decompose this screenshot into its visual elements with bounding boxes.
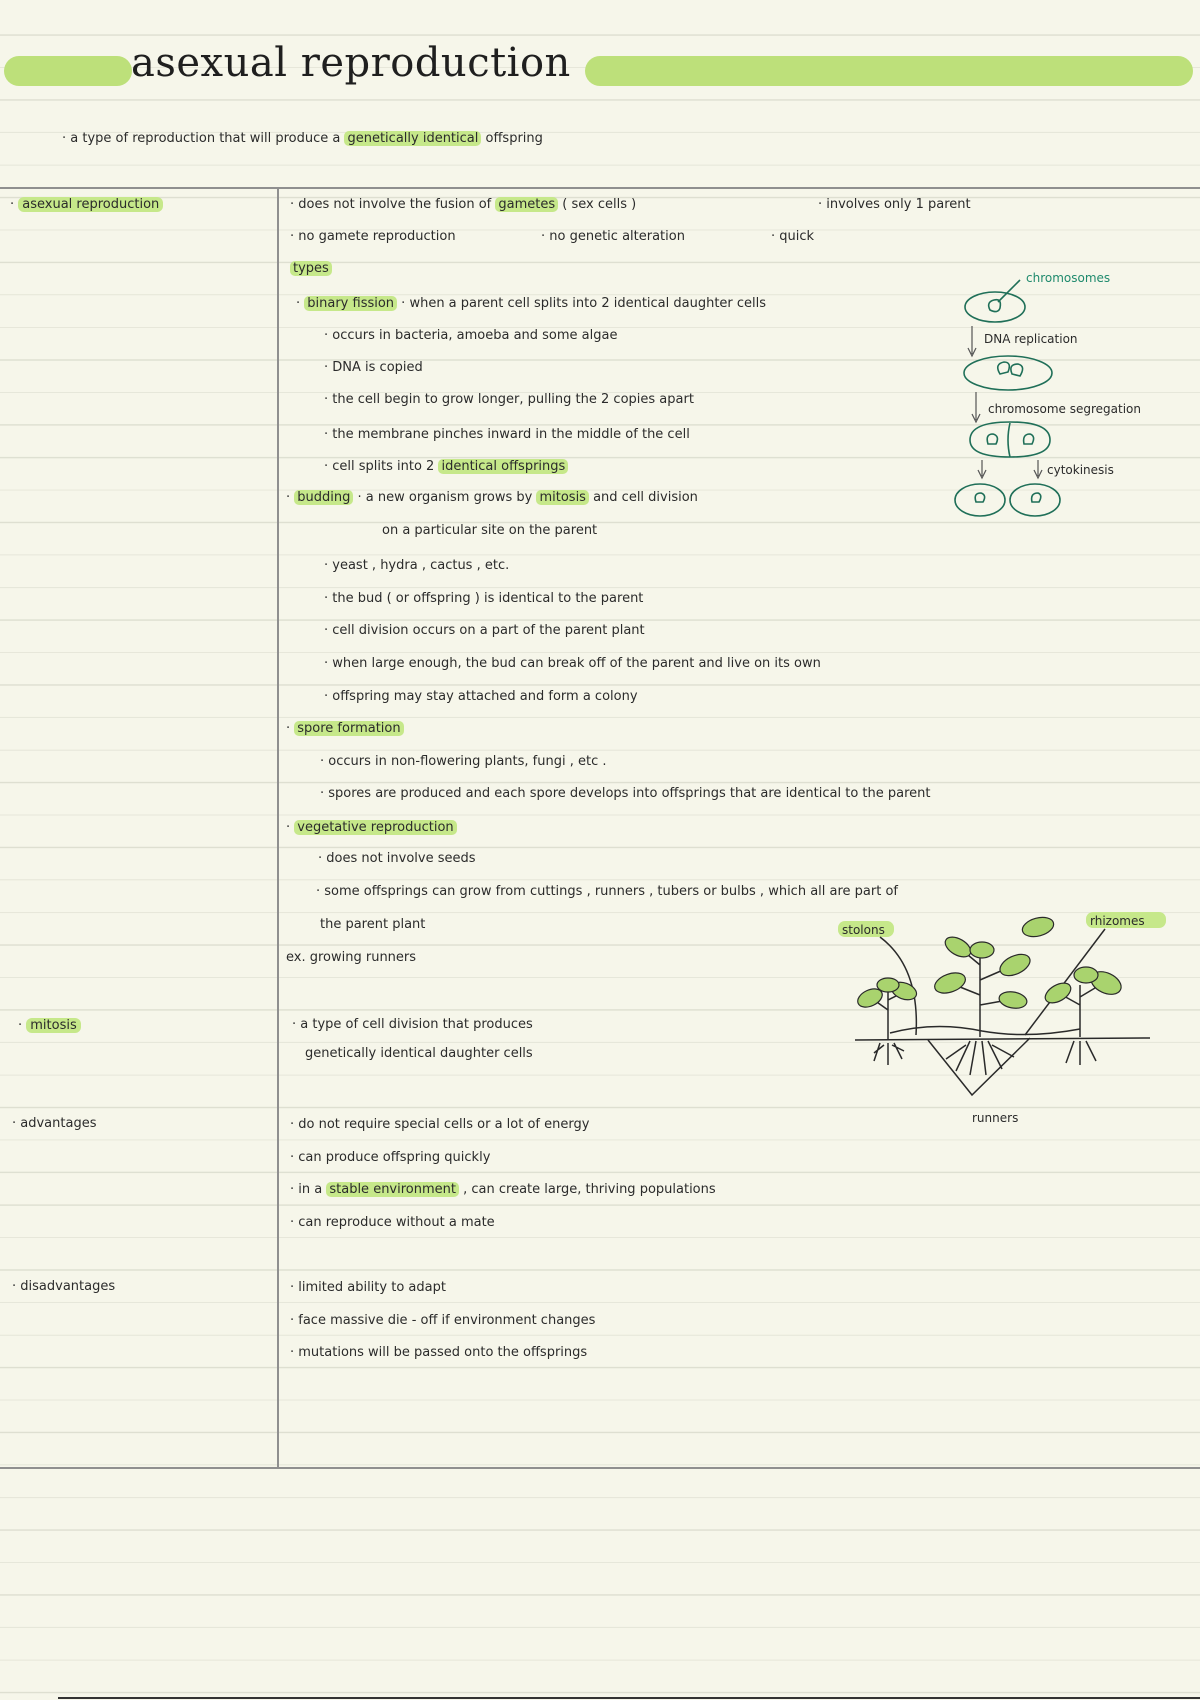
cytokinesis-label: cytokinesis [1047,463,1114,477]
chromosomes-label: chromosomes [1026,271,1111,285]
advantage-2: · can produce offspring quickly [290,1150,491,1165]
spore-point-2: · spores are produced and each spore develops into offsprings that are identical to the parent [320,786,931,801]
parent-cell-icon [965,292,1025,322]
binary-fission-heading: · binary fission · when a parent cell splits into 2 identical daughter cells [296,296,767,311]
advantage-3: · in a stable environment , can create large, thriving populations [290,1182,716,1197]
ground-line [855,1038,1150,1040]
binary-point-3: · the cell begin to grow longer, pulling the 2 copies apart [324,392,694,407]
budding-point-2: · the bud ( or offspring ) is identical to the parent [324,591,644,606]
vegetative-example: ex. growing runners [286,950,417,965]
intro-text-after: offspring [481,131,543,146]
runners-pointer [928,1038,1030,1095]
label-asexual-reproduction: · asexual reproduction [10,197,163,213]
leaf-icon [877,978,899,992]
intro-line [62,131,543,147]
daughter-cell-right-icon [1010,484,1060,516]
vegetative-point-1: · does not involve seeds [318,851,476,866]
mitosis-line-1: · a type of cell division that produces [292,1017,533,1032]
rhizomes-label: rhizomes [1090,914,1145,928]
leaf-icon [997,950,1034,980]
arrow-dna-replication-icon [968,326,976,356]
disadvantage-1: · limited ability to adapt [290,1280,446,1295]
advantage-1: · do not require special cells or a lot of energy [290,1117,590,1132]
arrow-segregation-icon [972,392,980,422]
page-bottom-line [58,1697,1200,1699]
banner-pill-right [585,56,1193,86]
mitosis-line-2: genetically identical daughter cells [305,1046,533,1061]
asexual-line-2a: · no gamete reproduction [290,229,456,244]
label-disadvantages: · disadvantages [12,1279,116,1294]
arrow-cytokinesis-left-icon [978,460,986,478]
stolons-label: stolons [842,923,885,937]
pinch-line [1008,423,1010,457]
leaf-icon [998,990,1028,1011]
budding-point-1: · yeast , hydra , cactus , etc. [324,558,510,573]
binary-point-2: · DNA is copied [324,360,423,375]
binary-point-1: · occurs in bacteria, amoeba and some algae [324,328,618,343]
vegetative-point-2: · some offsprings can grow from cuttings , runners , tubers or bulbs , which all are part of [316,884,898,899]
page-title: asexual reproduction [131,40,571,86]
runner-stem [890,1026,1080,1034]
budding-point-3: · cell division occurs on a part of the parent plant [324,623,645,638]
daughter-chromosomes-icon [975,493,1041,502]
arrow-cytokinesis-right-icon [1034,460,1042,478]
table-divider [277,187,279,1468]
table-bottom-rule [0,1467,1200,1469]
advantage-4: · can reproduce without a mate [290,1215,495,1230]
leaf-icon [1074,967,1098,983]
leaf-icon [1020,914,1056,940]
asexual-line-1: · does not involve the fusion of gametes ( sex cells ) [290,197,637,212]
budding-desc-2: on a particular site on the parent [382,523,598,538]
runners-label: runners [972,1111,1019,1125]
runners-plant-diagram [830,905,1190,1135]
binary-fission-diagram [940,262,1190,522]
leaf-icon [970,942,994,958]
budding-point-5: · offspring may stay attached and form a colony [324,689,638,704]
leaf-icon [932,969,968,997]
leaf-icon [1042,979,1074,1007]
disadvantage-3: · mutations will be passed onto the offsprings [290,1345,588,1360]
chromosome-pointer [998,280,1020,302]
budding-heading: · budding · a new organism grows by mitosis and cell division [286,490,698,505]
spore-point-1: · occurs in non-flowering plants, fungi , etc . [320,754,607,769]
asexual-line-2c: · quick [771,229,815,244]
binary-point-5: · cell splits into 2 identical offsprings [324,459,568,475]
copied-chromosomes-icon [998,362,1023,376]
budding-point-4: · when large enough, the bud can break off of the parent and live on its own [324,656,821,671]
dna-replication-label: DNA replication [984,332,1078,346]
left-plant-roots [874,1043,904,1065]
segregated-chromosomes-icon [987,434,1033,444]
pinching-cell-icon [970,422,1050,457]
chromosome-segregation-label: chromosome segregation [988,402,1141,416]
asexual-one-parent: · involves only 1 parent [818,197,971,212]
intro-text-before: · a type of reproduction that will produce a [62,131,345,146]
daughter-cell-left-icon [955,484,1005,516]
banner-pill-left [4,56,132,86]
types-heading: types [290,261,332,277]
intro-highlight: genetically identical [344,131,481,146]
disadvantage-2: · face massive die - off if environment changes [290,1313,596,1328]
right-plant-roots [1066,1041,1096,1065]
label-advantages: · advantages [12,1116,97,1131]
replicated-cell-icon [964,356,1052,390]
table-top-rule [0,187,1200,189]
vegetative-heading: · vegetative reproduction [286,820,457,836]
spore-heading: · spore formation [286,721,404,737]
title-banner [0,38,1200,98]
label-mitosis: · mitosis [18,1018,81,1034]
middle-plant-roots [946,1041,1014,1075]
vegetative-point-3: the parent plant [320,917,426,932]
binary-point-4: · the membrane pinches inward in the middle of the cell [324,427,690,442]
asexual-line-2b: · no genetic alteration [541,229,685,244]
